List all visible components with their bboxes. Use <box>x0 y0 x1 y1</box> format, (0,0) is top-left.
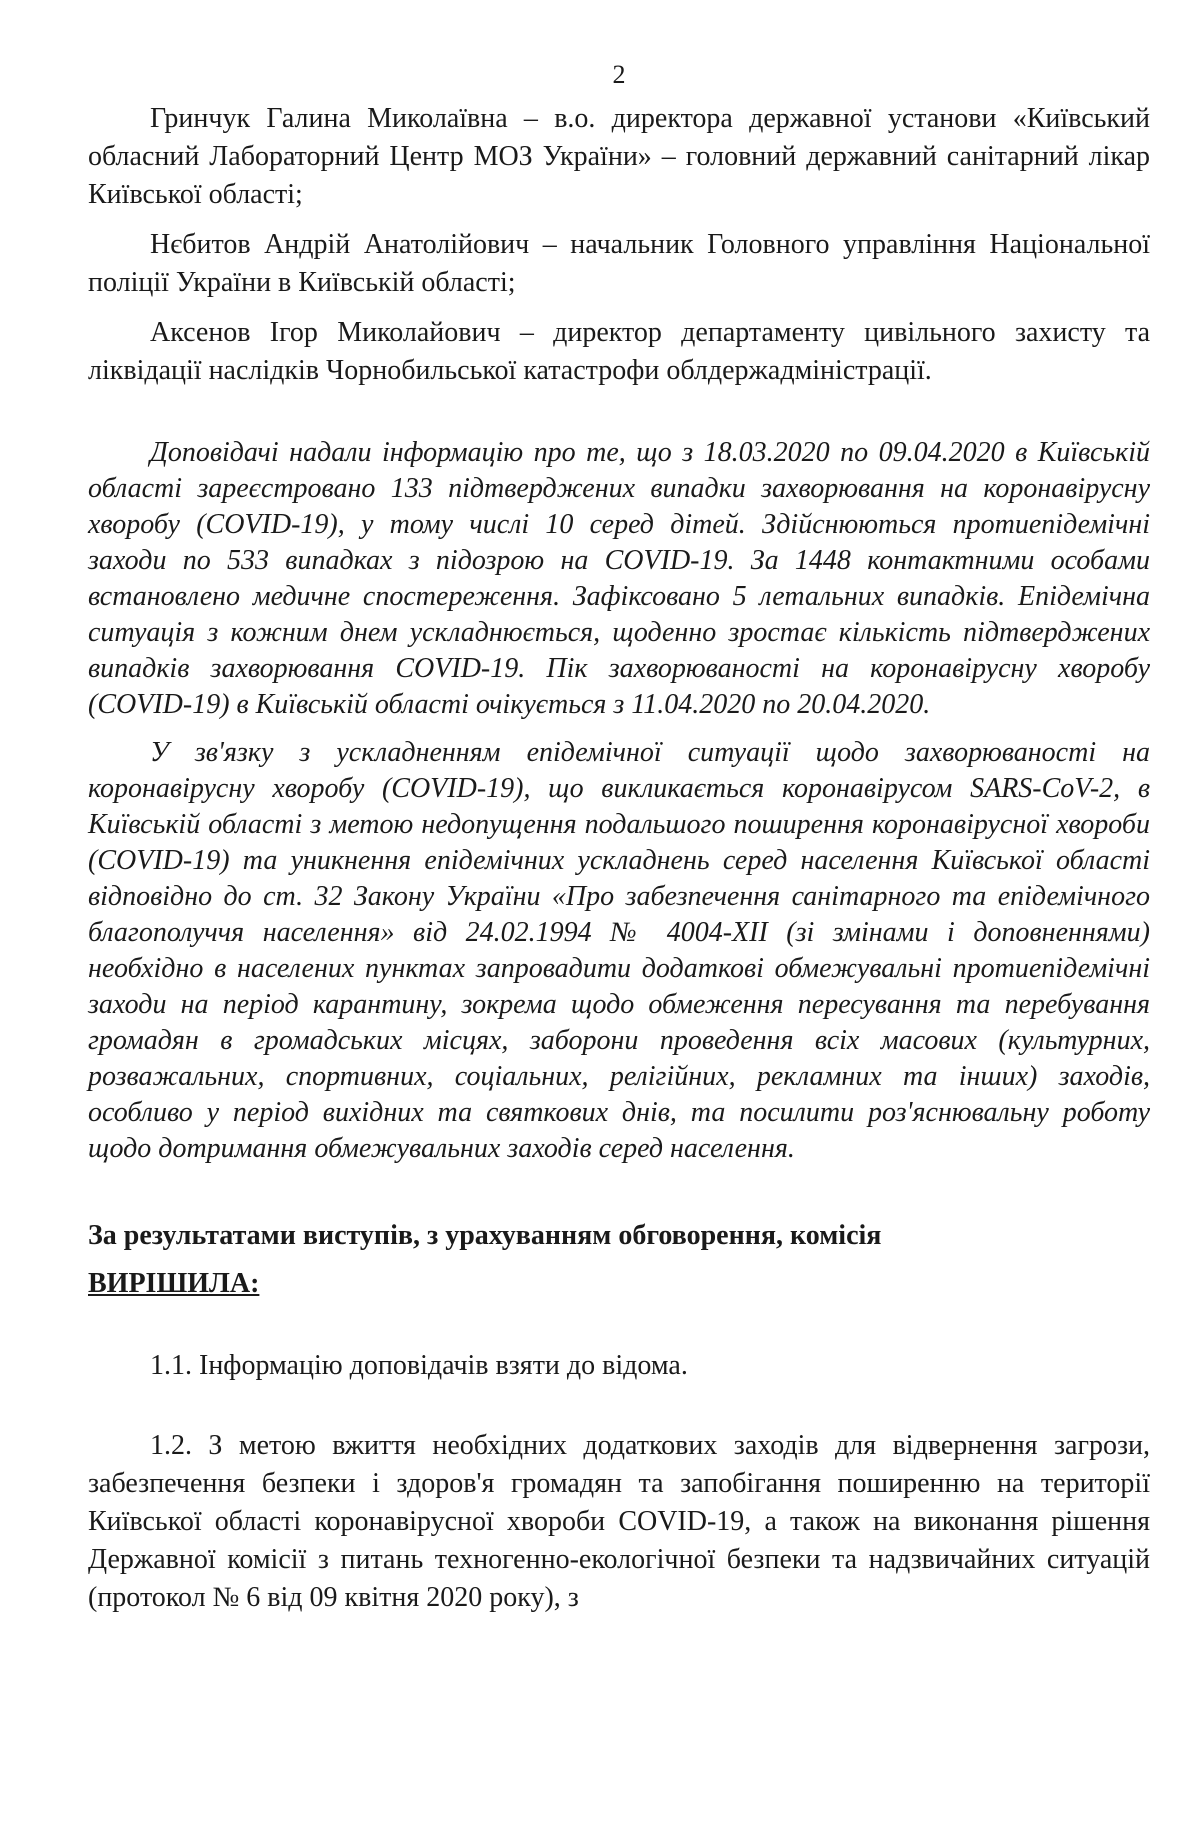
decision-item: 1.1. Інформацію доповідачів взяти до відома. <box>150 1350 688 1381</box>
page-number: 2 <box>612 60 626 89</box>
report-paragraph: У зв'язку з ускладненням епідемічної ситуації щодо захворюваності на коронавірусну хворобу (COVID-19), що викликається коронавірусом SARS-CoV-2, в Київській області з метою недопущення подальшого поширення коронавірусної хвороби (COVID-19) та уникнення епідемічних ускладнень серед населення Київської області відповідно до ст. 32 Закону України «Про забезпечення санітарного та епідемічного благополуччя населення» від 24.02.1994 № 4004-XII (зі змінами і доповненнями) необхідно в населених пунктах запровадити додаткові обмежувальні протиепідемічні заходи на період карантину, зокрема щодо обмеження пересування та перебування громадян в громадських місцях, заборони проведення всіх масових (культурних, розважальних, спортивних, соціальних, релігійних, рекламних та інших) заходів, особливо у період вихідних та святкових днів, та посилити роз'яснювальну роботу щодо дотримання обмежувальних заходів серед населення. <box>88 737 1150 1164</box>
speaker-entry: Аксенов Ігор Миколайович – директор департаменту цивільного захисту та ліквідації наслідків Чорнобильської катастрофи облдержадміністрації. <box>88 317 1150 386</box>
report-paragraph: Доповідачі надали інформацію про те, що з 18.03.2020 по 09.04.2020 в Київській області зареєстровано 133 підтверджених випадки захворювання на коронавірусну хворобу (COVID-19), у тому числі 10 серед дітей. Здійснюються протиепідемічні заходи по 533 випадках з підозрою на COVID-19. За 1448 контактними особами встановлено медичне спостереження. Зафіксовано 5 летальних випадків. Епідемічна ситуація з кожним днем ускладнюється, щоденно зростає кількість підтверджених випадків захворювання COVID-19. Пік захворюваності на коронавірусну хворобу (COVID-19) в Київській області очікується з 11.04.2020 по 20.04.2020. <box>88 437 1150 720</box>
decided-heading: ВИРІШИЛА: <box>88 1268 260 1299</box>
speaker-entry: Нєбитов Андрій Анатолійович – начальник Головного управління Національної поліції України в Київській області; <box>88 229 1150 298</box>
resolution-intro: За результатами виступів, з урахуванням обговорення, комісія <box>88 1220 882 1251</box>
speakers-list <box>88 100 1150 390</box>
report-section <box>88 435 1150 1167</box>
speaker-entry: Гринчук Галина Миколаївна – в.о. директора державної установи «Київський обласний Лабораторний Центр МОЗ України» – головний державний санітарний лікар Київської області; <box>88 103 1150 210</box>
decision-item: 1.2. З метою вжиття необхідних додаткових заходів для відвернення загрози, забезпечення безпеки і здоров'я громадян та запобігання поширенню на території Київської області коронавірусної хвороби COVID-19, а також на виконання рішення Державної комісії з питань техногенно-екологічної безпеки та надзвичайних ситуацій (протокол № 6 від 09 квітня 2020 року), з <box>88 1430 1150 1613</box>
